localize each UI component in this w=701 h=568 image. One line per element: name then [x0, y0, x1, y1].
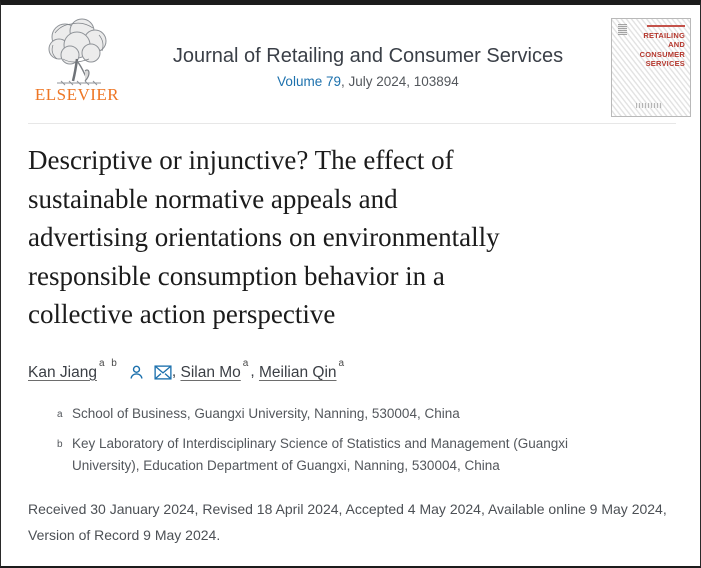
- volume-link[interactable]: Volume 79: [277, 74, 341, 89]
- header-divider: [28, 123, 676, 124]
- volume-issue-line: [125, 74, 611, 89]
- cover-footer-mark: [636, 103, 662, 108]
- affiliation-label: b: [57, 438, 63, 450]
- affiliation-item: [57, 403, 676, 426]
- author-link[interactable]: Kan Jiang: [28, 363, 97, 381]
- authors-row: [28, 357, 676, 382]
- author-separator: ,: [171, 363, 181, 381]
- author-affiliation-sup: a: [338, 357, 347, 369]
- elsevier-logo[interactable]: [29, 13, 125, 105]
- elsevier-wordmark: ELSEVIER: [34, 85, 120, 104]
- author-affiliation-sup: a b: [98, 357, 119, 369]
- journal-title-link[interactable]: Journal of Retailing and Consumer Services: [172, 45, 564, 67]
- cover-publisher-mark-icon: [618, 24, 627, 35]
- elsevier-tree-icon: [29, 15, 125, 87]
- article-history: Received 30 January 2024, Revised 18 April 2024, Accepted 4 May 2024, Available online 9 May 2024, Version of Record 9 May 2024.: [28, 500, 667, 543]
- journal-cover-thumbnail[interactable]: [611, 18, 691, 117]
- author-separator: ,: [250, 363, 259, 381]
- cover-meta-bar: [647, 25, 685, 27]
- journal-header-center: [125, 13, 611, 89]
- author-link[interactable]: Meilian Qin: [258, 363, 337, 381]
- article-title: Descriptive or injunctive? The effect of sustainable normative appeals and advertising orientations on environmentally responsible consumption behavior in a collective action perspective: [28, 145, 500, 329]
- author-affiliation-sup: a: [242, 357, 251, 369]
- email-envelope-icon[interactable]: [154, 365, 172, 380]
- cover-title: RETAILING AND CONSUMER SERVICES: [639, 31, 685, 69]
- author-link[interactable]: Silan Mo: [180, 363, 241, 381]
- journal-banner: [1, 5, 700, 121]
- affiliations-list: [57, 403, 676, 477]
- issue-suffix: , July 2024, 103894: [340, 74, 459, 89]
- affiliation-text: School of Business, Guangxi University, Nanning, 530004, China: [72, 405, 460, 421]
- author-profile-icon[interactable]: [128, 364, 145, 381]
- affiliation-text: Key Laboratory of Interdisciplinary Science of Statistics and Management (Guangxi University), Education Department of Guangxi, Nanning, 530004, China: [72, 435, 569, 473]
- affiliation-item: [57, 433, 676, 477]
- affiliation-label: a: [57, 408, 63, 420]
